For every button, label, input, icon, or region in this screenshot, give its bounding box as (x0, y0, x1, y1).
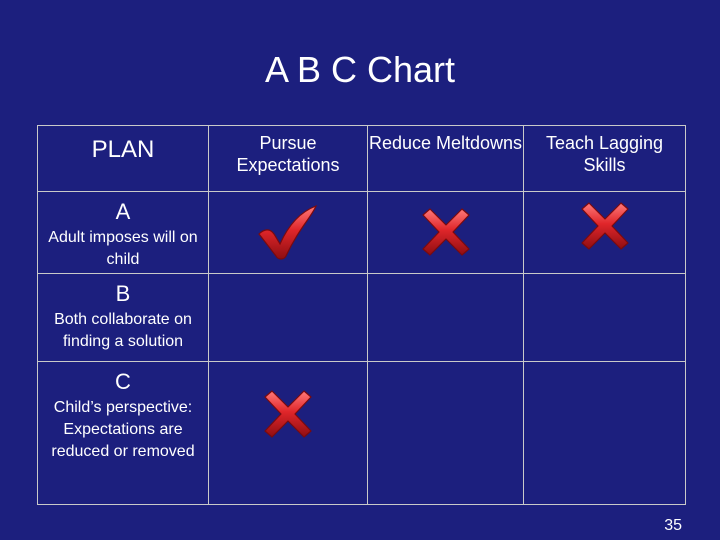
cell-a-pursue (209, 192, 368, 274)
table-row-c (38, 362, 686, 505)
table-row-a (38, 192, 686, 274)
cell-a-teach (524, 192, 686, 274)
slide-title: A B C Chart (264, 49, 456, 90)
check-icon (256, 204, 320, 260)
row-description-a: Adult imposes will on child (48, 229, 198, 268)
abc-chart-table (37, 125, 686, 505)
header-row (38, 126, 686, 192)
header-cell-plan (38, 126, 209, 192)
header-cell-pursue (209, 126, 368, 192)
cell-c-pursue (209, 362, 368, 505)
row-letter-c: C (115, 369, 131, 394)
row-label-cell-c (38, 362, 209, 505)
row-label-cell-a (38, 192, 209, 274)
header-label-teach-lagging-skills: Teach Lagging Skills (545, 133, 664, 175)
row-letter-b: B (115, 281, 131, 306)
header-cell-teach (524, 126, 686, 192)
row-label-cell-b (38, 274, 209, 362)
x-icon (261, 388, 315, 440)
cell-b-teach (524, 274, 686, 362)
table-row-b (38, 274, 686, 362)
x-icon (578, 200, 632, 252)
cell-c-teach (524, 362, 686, 505)
header-label-reduce-meltdowns: Reduce Meltdowns (368, 133, 523, 153)
cell-b-reduce (368, 274, 524, 362)
cell-a-reduce (368, 192, 524, 274)
row-description-b: Both collaborate on finding a solution (54, 311, 192, 350)
row-description-c: Child’s perspective: Expectations are reduced or removed (51, 399, 195, 460)
cell-c-reduce (368, 362, 524, 505)
cell-b-pursue (209, 274, 368, 362)
header-label-pursue-expectations: Pursue Expectations (236, 133, 340, 175)
page-number: 35 (664, 517, 682, 534)
x-icon (419, 206, 473, 258)
row-letter-a: A (115, 199, 131, 224)
header-cell-reduce (368, 126, 524, 192)
header-label-plan: PLAN (91, 136, 155, 163)
